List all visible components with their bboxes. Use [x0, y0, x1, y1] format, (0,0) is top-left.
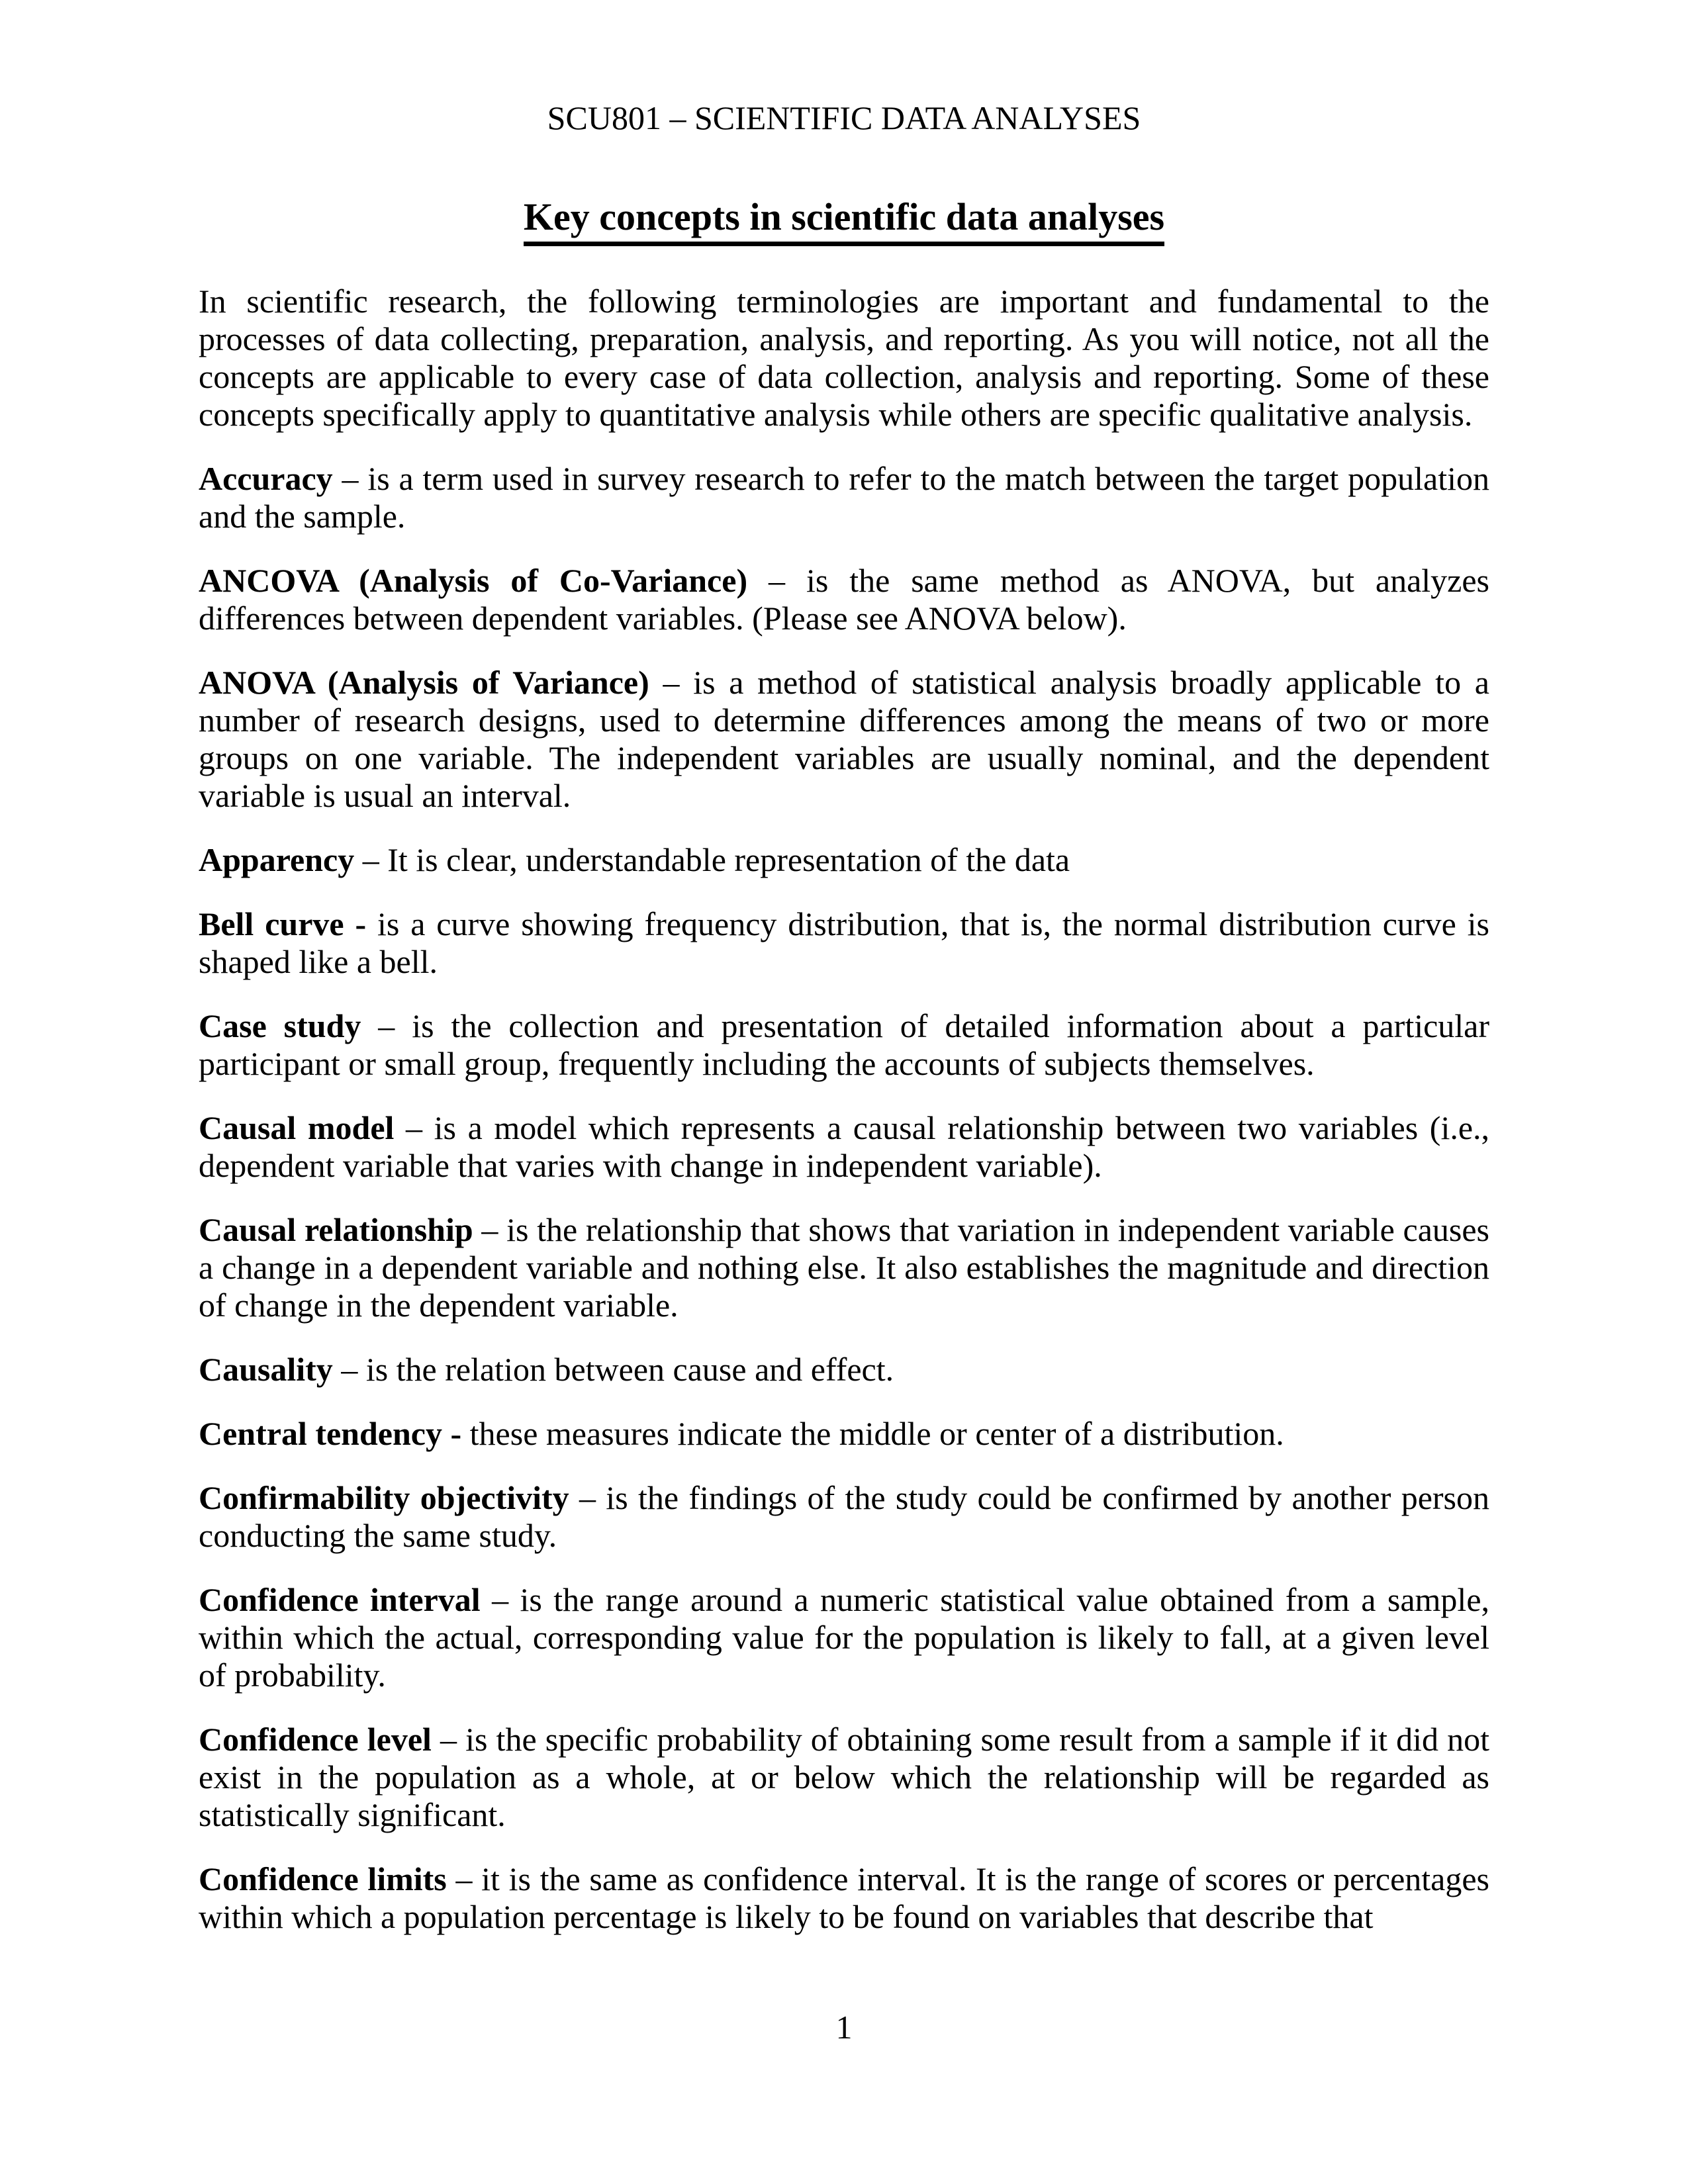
term-name: Causal relationship: [199, 1211, 473, 1248]
term-definition: is a curve showing frequency distribution, that is, the normal distribution curve is shaped like a bell.: [199, 905, 1490, 980]
term-name: ANCOVA (Analysis of Co-Variance): [199, 562, 748, 599]
term-definition: is the findings of the study could be confirmed by another person conducting the same study.: [199, 1479, 1490, 1554]
term-separator: –: [378, 1007, 395, 1044]
document-body: [199, 283, 1489, 1936]
term-separator: –: [440, 1721, 457, 1758]
term-separator: –: [341, 1351, 358, 1388]
term-name: Causal model: [199, 1109, 395, 1146]
term-definition: is the specific probability of obtaining some result from a sample if it did not exist in the population as a whole, at or below which the relationship will be regarded as statistically significant.: [199, 1721, 1489, 1833]
term-name: Confirmability objectivity: [199, 1479, 569, 1516]
term-name: Confidence interval: [199, 1581, 481, 1618]
term-separator: –: [406, 1109, 423, 1146]
term-separator: –: [342, 460, 359, 497]
term-separator: –: [579, 1479, 596, 1516]
intro-paragraph: In scientific research, the following terminologies are important and fundamental to the processes of data collecting, preparation, analysis, and reporting. As you will notice, not all the concepts are applicable to every case of data collection, analysis and reporting. Some of these concepts specifically apply to quantitative analysis while others are specific qualitative analysis.: [199, 283, 1489, 433]
term-paragraph: [199, 905, 1489, 981]
term-paragraph: [199, 1415, 1489, 1453]
term-separator: –: [455, 1860, 473, 1897]
page-title: [199, 195, 1489, 246]
term-name: Accuracy: [199, 460, 333, 497]
course-header: SCU801 – SCIENTIFIC DATA ANALYSES: [547, 99, 1141, 136]
term-definition: is a model which represents a causal relationship between two variables (i.e., dependent variable that varies with change in independent variable).: [199, 1109, 1490, 1184]
term-paragraph: [199, 664, 1489, 815]
term-name: Apparency: [199, 841, 355, 878]
page-number: 1: [835, 2009, 853, 2046]
term-paragraph: [199, 1860, 1489, 1936]
term-separator: –: [663, 664, 680, 701]
terms-list: [199, 460, 1489, 1936]
term-paragraph: [199, 1109, 1489, 1185]
term-paragraph: [199, 460, 1489, 535]
term-definition: these measures indicate the middle or center of a distribution.: [469, 1415, 1284, 1452]
term-name: Case study: [199, 1007, 361, 1044]
term-paragraph: [199, 1581, 1489, 1694]
term-paragraph: [199, 1721, 1489, 1834]
term-paragraph: [199, 1007, 1489, 1083]
page-title-text: Key concepts in scientific data analyses: [524, 195, 1164, 246]
term-definition: is the relation between cause and effect.: [365, 1351, 894, 1388]
term-definition: is a method of statistical analysis broadly applicable to a number of research designs, used to determine differences among the means of two or more groups on one variable. The independent variables are usually nominal, and the dependent variable is usual an interval.: [199, 664, 1489, 814]
term-name: Bell curve -: [199, 905, 367, 942]
term-definition: is the collection and presentation of detailed information about a particular participant or small group, frequently including the accounts of subjects themselves.: [199, 1007, 1490, 1082]
term-separator: –: [492, 1581, 509, 1618]
term-separator: –: [362, 841, 379, 878]
term-paragraph: [199, 562, 1489, 637]
term-name: Causality: [199, 1351, 333, 1388]
term-name: ANOVA (Analysis of Variance): [199, 664, 649, 701]
term-separator: –: [769, 562, 786, 599]
term-paragraph: [199, 841, 1489, 879]
term-name: Central tendency -: [199, 1415, 462, 1452]
term-separator: –: [481, 1211, 498, 1248]
term-paragraph: [199, 1211, 1489, 1324]
term-definition: is a term used in survey research to refer to the match between the target population and the sample.: [199, 460, 1490, 535]
term-paragraph: [199, 1479, 1489, 1555]
term-name: Confidence level: [199, 1721, 432, 1758]
term-name: Confidence limits: [199, 1860, 447, 1897]
term-paragraph: [199, 1351, 1489, 1388]
term-definition: It is clear, understandable representation of the data: [387, 841, 1070, 878]
term-definition: is the same method as ANOVA, but analyzes differences between dependent variables. (Please see ANOVA below).: [199, 562, 1490, 637]
term-definition: is the relationship that shows that variation in independent variable causes a change in a dependent variable and nothing else. It also establishes the magnitude and direction of change in the dependent variable.: [199, 1211, 1490, 1324]
term-definition: is the range around a numeric statistical value obtained from a sample, within which the actual, corresponding value for the population is likely to fall, at a given level of probability.: [199, 1581, 1490, 1694]
term-definition: it is the same as confidence interval. It is the range of scores or percentages within which a population percentage is likely to be found on variables that describe that: [199, 1860, 1489, 1935]
